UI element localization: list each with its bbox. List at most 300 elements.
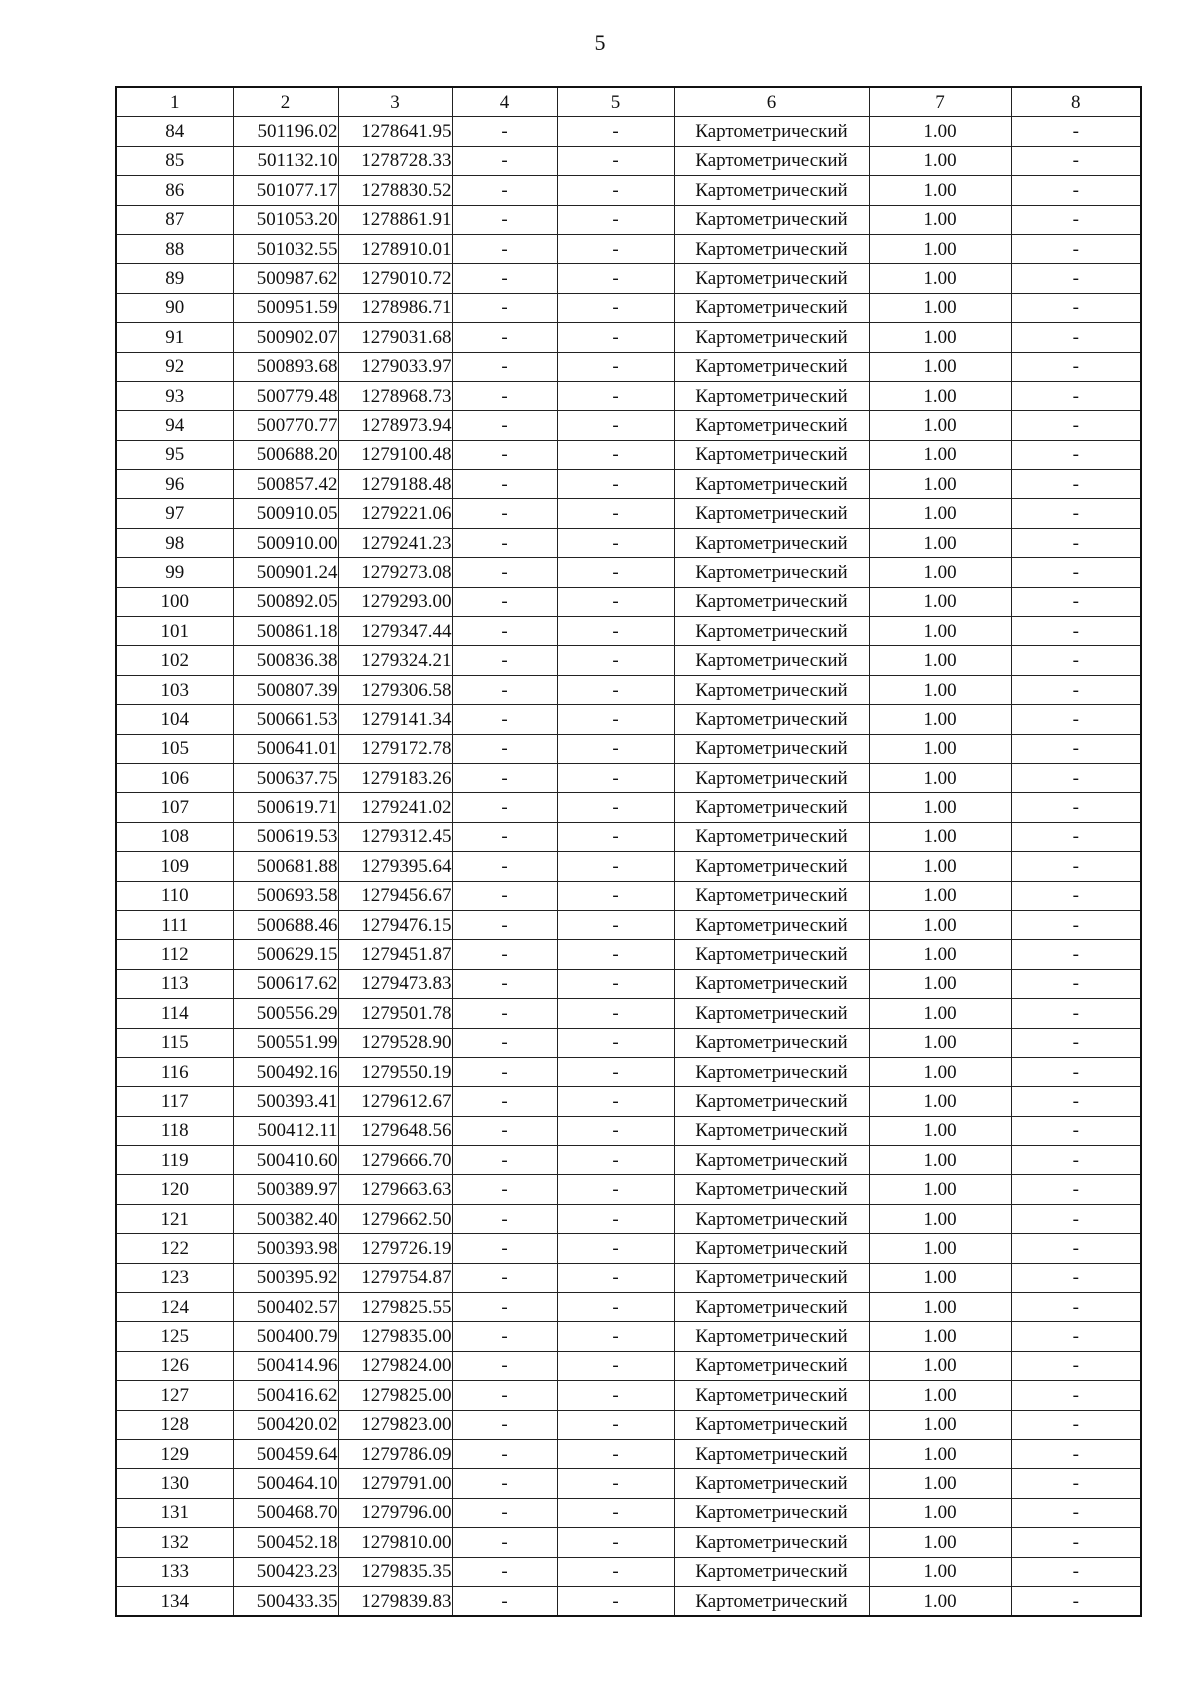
old-coordinate-x-cell: - [452,1263,557,1292]
accuracy-cell: 1.00 [869,1498,1011,1527]
description-cell: - [1011,734,1141,763]
point-number-cell: 112 [116,940,233,969]
old-coordinate-x-cell: - [452,176,557,205]
old-coordinate-x-cell: - [452,587,557,616]
point-number-cell: 119 [116,1146,233,1175]
coordinate-y-cell: 1279241.02 [338,793,452,822]
accuracy-cell: 1.00 [869,323,1011,352]
coordinate-y-cell: 1279306.58 [338,675,452,704]
method-cell: Картометрический [674,910,869,939]
table-row [116,470,1141,499]
point-number-cell: 114 [116,999,233,1028]
table-row [116,323,1141,352]
description-cell: - [1011,323,1141,352]
point-number-cell: 115 [116,1028,233,1057]
accuracy-cell: 1.00 [869,1351,1011,1380]
old-coordinate-x-cell: - [452,999,557,1028]
accuracy-cell: 1.00 [869,176,1011,205]
coordinate-y-cell: 1278986.71 [338,293,452,322]
coordinate-y-cell: 1278861.91 [338,205,452,234]
coordinate-y-cell: 1279010.72 [338,264,452,293]
accuracy-cell: 1.00 [869,969,1011,998]
method-cell: Картометрический [674,293,869,322]
coordinate-y-cell: 1279451.87 [338,940,452,969]
page-number: 5 [594,30,606,55]
table-row [116,411,1141,440]
old-coordinate-y-cell: - [557,646,674,675]
accuracy-cell: 1.00 [869,617,1011,646]
coordinate-y-cell: 1279663.63 [338,1175,452,1204]
point-number-cell: 134 [116,1586,233,1616]
old-coordinate-x-cell: - [452,1116,557,1145]
table-row [116,1293,1141,1322]
coordinate-y-cell: 1278728.33 [338,146,452,175]
table-row [116,1557,1141,1586]
coordinate-y-cell: 1279823.00 [338,1410,452,1439]
description-cell: - [1011,352,1141,381]
coordinate-y-cell: 1279473.83 [338,969,452,998]
table-row [116,1263,1141,1292]
old-coordinate-y-cell: - [557,940,674,969]
table-header-row [116,87,1141,117]
method-cell: Картометрический [674,1057,869,1086]
table-row [116,969,1141,998]
method-cell: Картометрический [674,411,869,440]
point-number-cell: 128 [116,1410,233,1439]
old-coordinate-y-cell: - [557,146,674,175]
accuracy-cell: 1.00 [869,293,1011,322]
old-coordinate-y-cell: - [557,822,674,851]
accuracy-cell: 1.00 [869,1469,1011,1498]
description-cell: - [1011,234,1141,263]
coordinate-x-cell: 500420.02 [233,1410,338,1439]
method-cell: Картометрический [674,675,869,704]
accuracy-cell: 1.00 [869,1410,1011,1439]
old-coordinate-x-cell: - [452,822,557,851]
old-coordinate-y-cell: - [557,1351,674,1380]
old-coordinate-x-cell: - [452,1410,557,1439]
point-number-cell: 129 [116,1439,233,1468]
old-coordinate-x-cell: - [452,646,557,675]
table-row [116,646,1141,675]
description-cell: - [1011,763,1141,792]
old-coordinate-y-cell: - [557,1410,674,1439]
table-row [116,793,1141,822]
method-cell: Картометрический [674,1586,869,1616]
coordinate-x-cell: 500402.57 [233,1293,338,1322]
old-coordinate-y-cell: - [557,1087,674,1116]
point-number-cell: 116 [116,1057,233,1086]
accuracy-cell: 1.00 [869,999,1011,1028]
accuracy-cell: 1.00 [869,940,1011,969]
coordinate-x-cell: 500412.11 [233,1116,338,1145]
coordinate-y-cell: 1279835.00 [338,1322,452,1351]
coordinate-x-cell: 500857.42 [233,470,338,499]
accuracy-cell: 1.00 [869,793,1011,822]
table-body [116,117,1141,1616]
description-cell: - [1011,1528,1141,1557]
old-coordinate-y-cell: - [557,793,674,822]
old-coordinate-x-cell: - [452,1175,557,1204]
table-row [116,558,1141,587]
old-coordinate-x-cell: - [452,558,557,587]
table-row [116,264,1141,293]
table-row [116,499,1141,528]
description-cell: - [1011,852,1141,881]
method-cell: Картометрический [674,1528,869,1557]
table-row [116,1234,1141,1263]
old-coordinate-x-cell: - [452,1351,557,1380]
old-coordinate-x-cell: - [452,1586,557,1616]
coordinate-x-cell: 501053.20 [233,205,338,234]
point-number-cell: 130 [116,1469,233,1498]
old-coordinate-x-cell: - [452,1439,557,1468]
coordinate-x-cell: 501032.55 [233,234,338,263]
accuracy-cell: 1.00 [869,1439,1011,1468]
accuracy-cell: 1.00 [869,117,1011,146]
column-header: 3 [338,87,452,117]
method-cell: Картометрический [674,1028,869,1057]
old-coordinate-y-cell: - [557,293,674,322]
method-cell: Картометрический [674,734,869,763]
coordinate-x-cell: 500416.62 [233,1381,338,1410]
description-cell: - [1011,1586,1141,1616]
description-cell: - [1011,969,1141,998]
method-cell: Картометрический [674,763,869,792]
accuracy-cell: 1.00 [869,440,1011,469]
point-number-cell: 131 [116,1498,233,1527]
coordinate-y-cell: 1279293.00 [338,587,452,616]
description-cell: - [1011,1116,1141,1145]
old-coordinate-x-cell: - [452,528,557,557]
coordinate-x-cell: 500389.97 [233,1175,338,1204]
old-coordinate-x-cell: - [452,675,557,704]
table-row [116,1410,1141,1439]
method-cell: Картометрический [674,528,869,557]
table-row [116,1498,1141,1527]
description-cell: - [1011,881,1141,910]
old-coordinate-y-cell: - [557,352,674,381]
method-cell: Картометрический [674,1469,869,1498]
accuracy-cell: 1.00 [869,1204,1011,1233]
coordinate-x-cell: 500452.18 [233,1528,338,1557]
accuracy-cell: 1.00 [869,499,1011,528]
point-number-cell: 132 [116,1528,233,1557]
coordinate-x-cell: 500414.96 [233,1351,338,1380]
coordinate-y-cell: 1279188.48 [338,470,452,499]
description-cell: - [1011,1028,1141,1057]
old-coordinate-y-cell: - [557,1469,674,1498]
coordinate-x-cell: 500393.41 [233,1087,338,1116]
old-coordinate-y-cell: - [557,1528,674,1557]
description-cell: - [1011,1293,1141,1322]
accuracy-cell: 1.00 [869,1087,1011,1116]
table-row [116,617,1141,646]
coordinate-x-cell: 500393.98 [233,1234,338,1263]
accuracy-cell: 1.00 [869,234,1011,263]
accuracy-cell: 1.00 [869,381,1011,410]
accuracy-cell: 1.00 [869,881,1011,910]
old-coordinate-x-cell: - [452,1234,557,1263]
coordinate-y-cell: 1279796.00 [338,1498,452,1527]
accuracy-cell: 1.00 [869,763,1011,792]
table-row [116,1175,1141,1204]
coordinate-y-cell: 1279183.26 [338,763,452,792]
description-cell: - [1011,1557,1141,1586]
old-coordinate-x-cell: - [452,440,557,469]
coordinate-y-cell: 1279312.45 [338,822,452,851]
table-row [116,234,1141,263]
description-cell: - [1011,176,1141,205]
description-cell: - [1011,1351,1141,1380]
method-cell: Картометрический [674,1146,869,1175]
description-cell: - [1011,910,1141,939]
method-cell: Картометрический [674,705,869,734]
old-coordinate-y-cell: - [557,205,674,234]
accuracy-cell: 1.00 [869,734,1011,763]
point-number-cell: 121 [116,1204,233,1233]
old-coordinate-y-cell: - [557,1057,674,1086]
old-coordinate-y-cell: - [557,1116,674,1145]
accuracy-cell: 1.00 [869,352,1011,381]
description-cell: - [1011,1469,1141,1498]
old-coordinate-y-cell: - [557,587,674,616]
old-coordinate-y-cell: - [557,763,674,792]
point-number-cell: 88 [116,234,233,263]
method-cell: Картометрический [674,881,869,910]
coordinate-y-cell: 1279395.64 [338,852,452,881]
old-coordinate-y-cell: - [557,910,674,939]
old-coordinate-x-cell: - [452,852,557,881]
point-number-cell: 103 [116,675,233,704]
old-coordinate-y-cell: - [557,617,674,646]
coordinate-x-cell: 500892.05 [233,587,338,616]
description-cell: - [1011,146,1141,175]
old-coordinate-x-cell: - [452,146,557,175]
coordinate-x-cell: 501077.17 [233,176,338,205]
accuracy-cell: 1.00 [869,1322,1011,1351]
point-number-cell: 94 [116,411,233,440]
old-coordinate-y-cell: - [557,999,674,1028]
table-row [116,205,1141,234]
table-row [116,1439,1141,1468]
description-cell: - [1011,411,1141,440]
point-number-cell: 125 [116,1322,233,1351]
old-coordinate-y-cell: - [557,264,674,293]
table-row [116,1469,1141,1498]
old-coordinate-x-cell: - [452,1057,557,1086]
accuracy-cell: 1.00 [869,587,1011,616]
coordinate-y-cell: 1278910.01 [338,234,452,263]
coordinate-x-cell: 500901.24 [233,558,338,587]
coordinate-y-cell: 1279501.78 [338,999,452,1028]
coordinate-x-cell: 500619.71 [233,793,338,822]
point-number-cell: 120 [116,1175,233,1204]
point-number-cell: 117 [116,1087,233,1116]
accuracy-cell: 1.00 [869,264,1011,293]
point-number-cell: 91 [116,323,233,352]
point-number-cell: 90 [116,293,233,322]
coordinate-y-cell: 1278641.95 [338,117,452,146]
table-row [116,852,1141,881]
method-cell: Картометрический [674,1204,869,1233]
table-row [116,381,1141,410]
point-number-cell: 124 [116,1293,233,1322]
accuracy-cell: 1.00 [869,470,1011,499]
old-coordinate-x-cell: - [452,1469,557,1498]
table-row [116,117,1141,146]
old-coordinate-x-cell: - [452,264,557,293]
description-cell: - [1011,470,1141,499]
old-coordinate-x-cell: - [452,1204,557,1233]
old-coordinate-y-cell: - [557,499,674,528]
old-coordinate-x-cell: - [452,763,557,792]
coordinate-x-cell: 500987.62 [233,264,338,293]
coordinate-x-cell: 501132.10 [233,146,338,175]
old-coordinate-y-cell: - [557,1263,674,1292]
coordinate-y-cell: 1279825.00 [338,1381,452,1410]
table-row [116,734,1141,763]
old-coordinate-y-cell: - [557,705,674,734]
method-cell: Картометрический [674,1293,869,1322]
old-coordinate-y-cell: - [557,411,674,440]
old-coordinate-x-cell: - [452,323,557,352]
old-coordinate-x-cell: - [452,1498,557,1527]
description-cell: - [1011,1146,1141,1175]
coordinate-y-cell: 1279141.34 [338,705,452,734]
old-coordinate-x-cell: - [452,205,557,234]
coordinate-x-cell: 500910.00 [233,528,338,557]
coordinate-y-cell: 1279172.78 [338,734,452,763]
table-row [116,293,1141,322]
table-row [116,1146,1141,1175]
method-cell: Картометрический [674,234,869,263]
method-cell: Картометрический [674,1116,869,1145]
table-row [116,1586,1141,1616]
table-row [116,1351,1141,1380]
old-coordinate-y-cell: - [557,323,674,352]
old-coordinate-y-cell: - [557,675,674,704]
description-cell: - [1011,1410,1141,1439]
accuracy-cell: 1.00 [869,1057,1011,1086]
coordinate-x-cell: 500807.39 [233,675,338,704]
coordinate-y-cell: 1279033.97 [338,352,452,381]
old-coordinate-y-cell: - [557,234,674,263]
coordinate-x-cell: 500688.46 [233,910,338,939]
method-cell: Картометрический [674,381,869,410]
point-number-cell: 87 [116,205,233,234]
coordinate-x-cell: 500492.16 [233,1057,338,1086]
accuracy-cell: 1.00 [869,146,1011,175]
method-cell: Картометрический [674,1087,869,1116]
table-row [116,999,1141,1028]
method-cell: Картометрический [674,1175,869,1204]
description-cell: - [1011,1057,1141,1086]
coordinate-y-cell: 1279825.55 [338,1293,452,1322]
point-number-cell: 111 [116,910,233,939]
point-number-cell: 106 [116,763,233,792]
old-coordinate-x-cell: - [452,411,557,440]
point-number-cell: 133 [116,1557,233,1586]
description-cell: - [1011,940,1141,969]
old-coordinate-x-cell: - [452,117,557,146]
coordinate-y-cell: 1279273.08 [338,558,452,587]
old-coordinate-x-cell: - [452,734,557,763]
coordinate-y-cell: 1278830.52 [338,176,452,205]
old-coordinate-y-cell: - [557,440,674,469]
coordinate-y-cell: 1279456.67 [338,881,452,910]
old-coordinate-y-cell: - [557,1322,674,1351]
accuracy-cell: 1.00 [869,910,1011,939]
table-row [116,1322,1141,1351]
coordinate-x-cell: 500770.77 [233,411,338,440]
accuracy-cell: 1.00 [869,1234,1011,1263]
old-coordinate-y-cell: - [557,1439,674,1468]
method-cell: Картометрический [674,1381,869,1410]
point-number-cell: 85 [116,146,233,175]
table-row [116,1057,1141,1086]
point-number-cell: 95 [116,440,233,469]
old-coordinate-x-cell: - [452,1557,557,1586]
table-row [116,940,1141,969]
column-header: 5 [557,87,674,117]
old-coordinate-y-cell: - [557,1293,674,1322]
old-coordinate-y-cell: - [557,1557,674,1586]
accuracy-cell: 1.00 [869,1146,1011,1175]
point-number-cell: 84 [116,117,233,146]
description-cell: - [1011,822,1141,851]
column-header: 1 [116,87,233,117]
table-row [116,176,1141,205]
description-cell: - [1011,1322,1141,1351]
accuracy-cell: 1.00 [869,1557,1011,1586]
old-coordinate-x-cell: - [452,1381,557,1410]
table-row [116,881,1141,910]
column-header: 4 [452,87,557,117]
coordinate-y-cell: 1279476.15 [338,910,452,939]
method-cell: Картометрический [674,852,869,881]
method-cell: Картометрический [674,440,869,469]
point-number-cell: 109 [116,852,233,881]
method-cell: Картометрический [674,1498,869,1527]
method-cell: Картометрический [674,558,869,587]
description-cell: - [1011,440,1141,469]
coordinate-x-cell: 500551.99 [233,1028,338,1057]
method-cell: Картометрический [674,1410,869,1439]
method-cell: Картометрический [674,646,869,675]
description-cell: - [1011,205,1141,234]
accuracy-cell: 1.00 [869,1263,1011,1292]
old-coordinate-x-cell: - [452,499,557,528]
coordinate-x-cell: 500910.05 [233,499,338,528]
coordinate-x-cell: 500836.38 [233,646,338,675]
old-coordinate-y-cell: - [557,1146,674,1175]
point-number-cell: 110 [116,881,233,910]
coordinate-y-cell: 1279241.23 [338,528,452,557]
old-coordinate-y-cell: - [557,117,674,146]
old-coordinate-x-cell: - [452,881,557,910]
coordinate-x-cell: 500556.29 [233,999,338,1028]
description-cell: - [1011,675,1141,704]
coordinate-x-cell: 500779.48 [233,381,338,410]
point-number-cell: 104 [116,705,233,734]
coordinate-x-cell: 500619.53 [233,822,338,851]
table-row [116,822,1141,851]
old-coordinate-x-cell: - [452,1322,557,1351]
point-number-cell: 92 [116,352,233,381]
accuracy-cell: 1.00 [869,1293,1011,1322]
table-row [116,763,1141,792]
